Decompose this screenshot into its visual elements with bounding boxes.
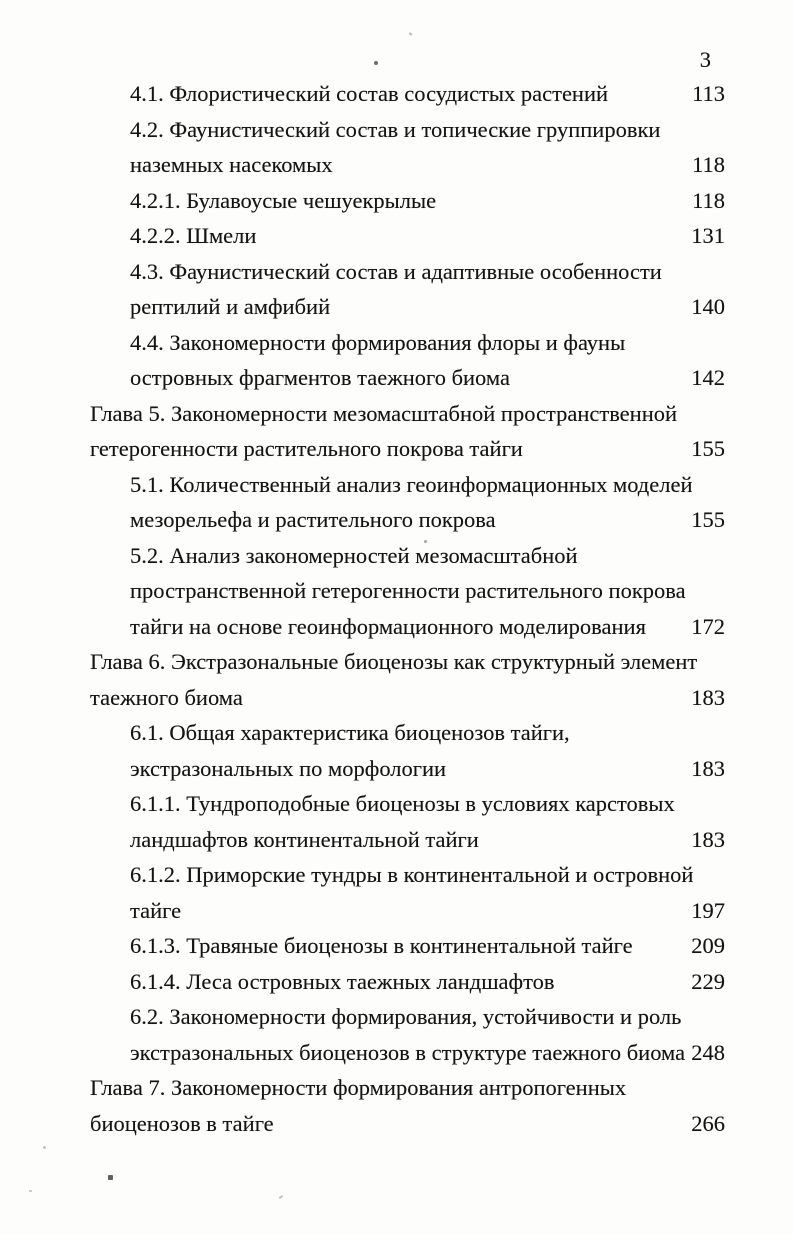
toc-row [90, 964, 725, 1000]
toc-row [90, 893, 725, 929]
toc-entry-text: рептилий и амфибий [130, 294, 331, 319]
toc-page-number: 209 [691, 933, 725, 958]
toc-entry-text: 6.1. Общая характеристика биоценозов тайги, [130, 720, 570, 745]
toc-row [90, 431, 725, 467]
toc-row [90, 609, 725, 645]
toc-row [90, 76, 725, 112]
toc-row [90, 289, 725, 325]
toc-row [90, 857, 725, 893]
toc-entry-text: 5.2. Анализ закономерностей мезомасштабной [130, 542, 578, 568]
toc-entry-text: островных фрагментов таежного биома [130, 365, 510, 390]
scan-speck [374, 61, 378, 65]
toc-page-number: 172 [691, 613, 725, 639]
toc-row [90, 1070, 725, 1106]
scan-speck [409, 32, 413, 35]
toc-row [90, 538, 725, 574]
toc-page-number: 140 [691, 294, 725, 319]
toc-page-number: 266 [691, 1110, 725, 1136]
toc-row [90, 1035, 725, 1071]
toc-page-number: 197 [691, 897, 725, 923]
toc-page-number: 118 [692, 152, 725, 177]
toc-row [90, 396, 725, 432]
toc-row [90, 325, 725, 361]
toc-row [90, 254, 725, 290]
toc-page-number: 142 [691, 365, 725, 390]
toc-row [90, 1106, 725, 1142]
toc-entry-text: гетерогенности растительного покрова тайги [90, 436, 523, 461]
toc-entry-text: тайге [130, 897, 182, 923]
toc-entry-text: биоценозов в тайге [90, 1110, 274, 1136]
toc-entry-text: 4.4. Закономерности формирования флоры и фауны [130, 329, 626, 355]
toc-page-number: 183 [691, 755, 725, 781]
toc-entry-text: 4.3. Фаунистический состав и адаптивные особенности [130, 258, 662, 284]
toc-entry-text: экстразональных биоценозов в структуре таежного биома [130, 1039, 686, 1065]
toc-row [90, 680, 725, 716]
toc-page-number: 155 [691, 436, 725, 461]
scan-speck [43, 1146, 46, 1149]
toc-entry-text: Глава 5. Закономерности мезомасштабной пространственной [90, 400, 678, 426]
scan-speck [108, 1175, 113, 1180]
toc-entry-text: мезорельефа и растительного покрова [130, 507, 496, 532]
toc-page-number: 113 [692, 81, 725, 106]
toc-page-number: 155 [691, 507, 725, 532]
toc-row [90, 573, 725, 609]
toc-entry-text: 5.1. Количественный анализ геоинформационных моделей [130, 471, 693, 497]
toc-row [90, 822, 725, 858]
toc-entry-text: пространственной гетерогенности растительного покрова [130, 578, 686, 603]
toc-page-number: 118 [692, 187, 725, 213]
toc-page-number: 183 [691, 826, 725, 852]
scan-speck [279, 1195, 283, 1199]
toc-page-number: 183 [691, 684, 725, 710]
toc-entry-text: 4.2. Фаунистический состав и топические группировки [130, 116, 661, 142]
toc-row [90, 751, 725, 787]
toc-entry-text: ландшафтов континентальной тайги [130, 826, 479, 852]
toc-entry-text: экстразональных по морфологии [130, 755, 447, 781]
toc-page-number: 229 [691, 968, 725, 994]
toc-row [90, 644, 725, 680]
toc-entry-text: 6.1.1. Тундроподобные биоценозы в условиях карстовых [130, 791, 675, 816]
toc-entry-text: 4.2.2. Шмели [130, 223, 257, 248]
scan-speck [29, 1190, 32, 1192]
toc-entry-text: 6.1.3. Травяные биоценозы в континентальной тайге [130, 933, 633, 958]
toc-entry-text: Глава 6. Экстразональные биоценозы как структурный элемент [90, 649, 698, 674]
toc-entry-text: таежного биома [90, 684, 243, 710]
toc-row [90, 218, 725, 254]
toc-row [90, 502, 725, 538]
table-of-contents [90, 76, 725, 1141]
toc-entry-text: 6.1.2. Приморские тундры в континентальной и островной [130, 862, 694, 887]
toc-row [90, 147, 725, 183]
toc-entry-text: 4.2.1. Булавоусые чешуекрылые [130, 187, 437, 213]
toc-row [90, 999, 725, 1035]
toc-page-number: 131 [691, 223, 725, 248]
toc-entry-text: 4.1. Флористический состав сосудистых растений [130, 81, 609, 106]
toc-entry-text: Глава 7. Закономерности формирования антропогенных [90, 1075, 627, 1100]
toc-row [90, 467, 725, 503]
toc-entry-text: 6.1.4. Леса островных таежных ландшафтов [130, 968, 555, 994]
toc-row [90, 183, 725, 219]
toc-entry-text: 6.2. Закономерности формирования, устойчивости и роль [130, 1004, 682, 1029]
toc-row [90, 360, 725, 396]
toc-row [90, 928, 725, 964]
toc-page-number: 248 [691, 1039, 725, 1065]
toc-row [90, 786, 725, 822]
page-number: 3 [699, 47, 711, 72]
toc-row [90, 715, 725, 751]
toc-row [90, 112, 725, 148]
toc-entry-text: наземных насекомых [130, 152, 333, 177]
scan-speck [424, 540, 427, 543]
toc-entry-text: тайги на основе геоинформационного моделирования [130, 613, 646, 639]
